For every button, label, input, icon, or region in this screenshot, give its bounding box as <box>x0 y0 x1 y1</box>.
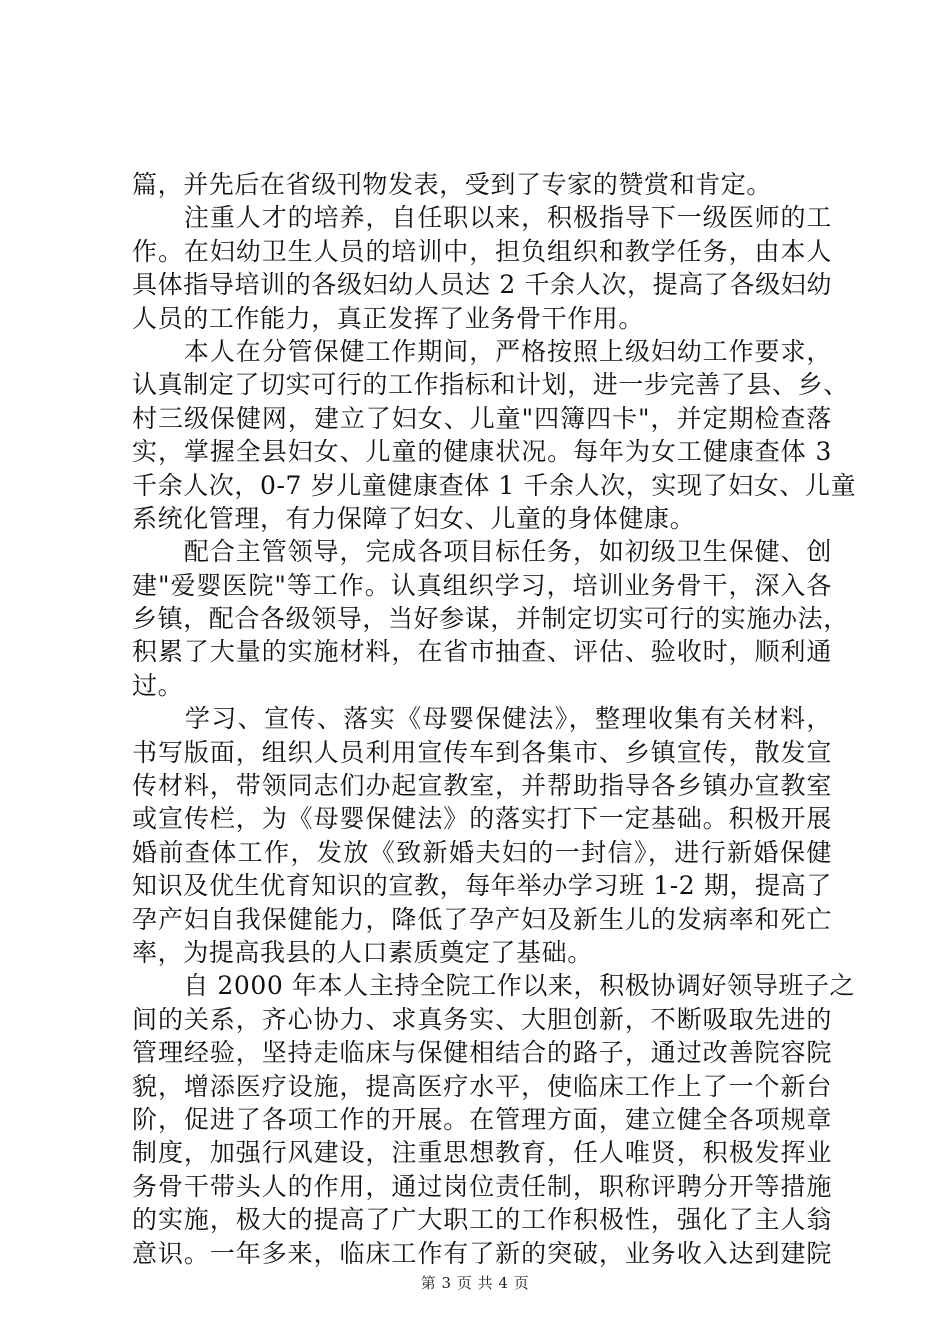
text-line: 人员的工作能力，真正发挥了业务骨干作用。 <box>132 303 645 333</box>
text-line: 制度，加强行风建设，注重思想教育，任人唯贤，积极发挥业 <box>132 1138 832 1168</box>
text-line: 间的关系，齐心协力、求真务实、大胆创新，不断吸取先进的 <box>132 1004 832 1034</box>
text-line: 的实施，极大的提高了广大职工的工作积极性，强化了主人翁 <box>132 1205 832 1235</box>
text-line: 系统化管理，有力保障了妇女、儿童的身体健康。 <box>132 503 696 533</box>
text-line: 婚前查体工作，发放《致新婚夫妇的一封信》，进行新婚保健 <box>132 837 832 867</box>
text-line: 作。在妇幼卫生人员的培训中，担负组织和教学任务，由本人 <box>132 236 832 266</box>
text-line: 意识。一年多来，临床工作有了新的突破，业务收入达到建院 <box>132 1238 832 1268</box>
text-line: 篇，并先后在省级刊物发表，受到了专家的赞赏和肯定。 <box>132 170 773 199</box>
text-line: 自 2000 年本人主持全院工作以来，积极协调好领导班子之 <box>132 971 856 1001</box>
text-line: 传材料，带领同志们办起宣教室，并帮助指导各乡镇办宣教室 <box>132 771 832 801</box>
text-line: 具体指导培训的各级妇幼人员达 2 千余人次，提高了各级妇幼 <box>132 270 832 300</box>
text-line: 注重人才的培养，自任职以来，积极指导下一级医师的工 <box>132 203 832 233</box>
text-line: 学习、宣传、落实《母婴保健法》，整理收集有关材料， <box>132 704 832 734</box>
text-line: 认真制定了切实可行的工作指标和计划，进一步完善了县、乡、 <box>132 370 849 400</box>
text-line: 管理经验，坚持走临床与保健相结合的路子，通过改善院容院 <box>132 1038 832 1068</box>
text-line: 务骨干带头人的作用，通过岗位责任制，职称评聘分开等措施 <box>132 1171 832 1201</box>
text-line: 乡镇，配合各级领导，当好参谋，并制定切实可行的实施办法， <box>132 604 849 634</box>
text-line: 过。 <box>132 670 184 700</box>
text-line: 积累了大量的实施材料，在省市抽查、评估、验收时，顺利通 <box>132 637 832 667</box>
body-text <box>132 168 857 1270</box>
text-line: 阶，促进了各项工作的开展。在管理方面，建立健全各项规章 <box>132 1104 832 1134</box>
text-line: 貌，增添医疗设施，提高医疗水平，使临床工作上了一个新台 <box>132 1071 832 1101</box>
text-line: 千余人次，0-7 岁儿童健康查体 1 千余人次，实现了妇女、儿童 <box>132 470 857 500</box>
text-line: 配合主管领导，完成各项目标任务，如初级卫生保健、创 <box>132 537 832 567</box>
text-line: 实，掌握全县妇女、儿童的健康状况。每年为女工健康查体 3 <box>132 437 832 467</box>
page-footer: 第 3 页 共 4 页 <box>420 1274 530 1292</box>
text-line: 本人在分管保健工作期间，严格按照上级妇幼工作要求， <box>132 336 832 366</box>
text-line: 或宣传栏，为《母婴保健法》的落实打下一定基础。积极开展 <box>132 804 832 834</box>
text-line: 村三级保健网，建立了妇女、儿童"四簿四卡"，并定期检查落 <box>132 403 832 433</box>
text-line: 建"爱婴医院"等工作。认真组织学习，培训业务骨干，深入各 <box>132 570 832 600</box>
text-line: 知识及优生优育知识的宣教，每年举办学习班 1-2 期，提高了 <box>132 871 832 901</box>
text-line: 率，为提高我县的人口素质奠定了基础。 <box>132 937 593 967</box>
text-line: 书写版面，组织人员利用宣传车到各集市、乡镇宣传，散发宣 <box>132 737 832 767</box>
text-line: 孕产妇自我保健能力，降低了孕产妇及新生儿的发病率和死亡 <box>132 904 832 934</box>
